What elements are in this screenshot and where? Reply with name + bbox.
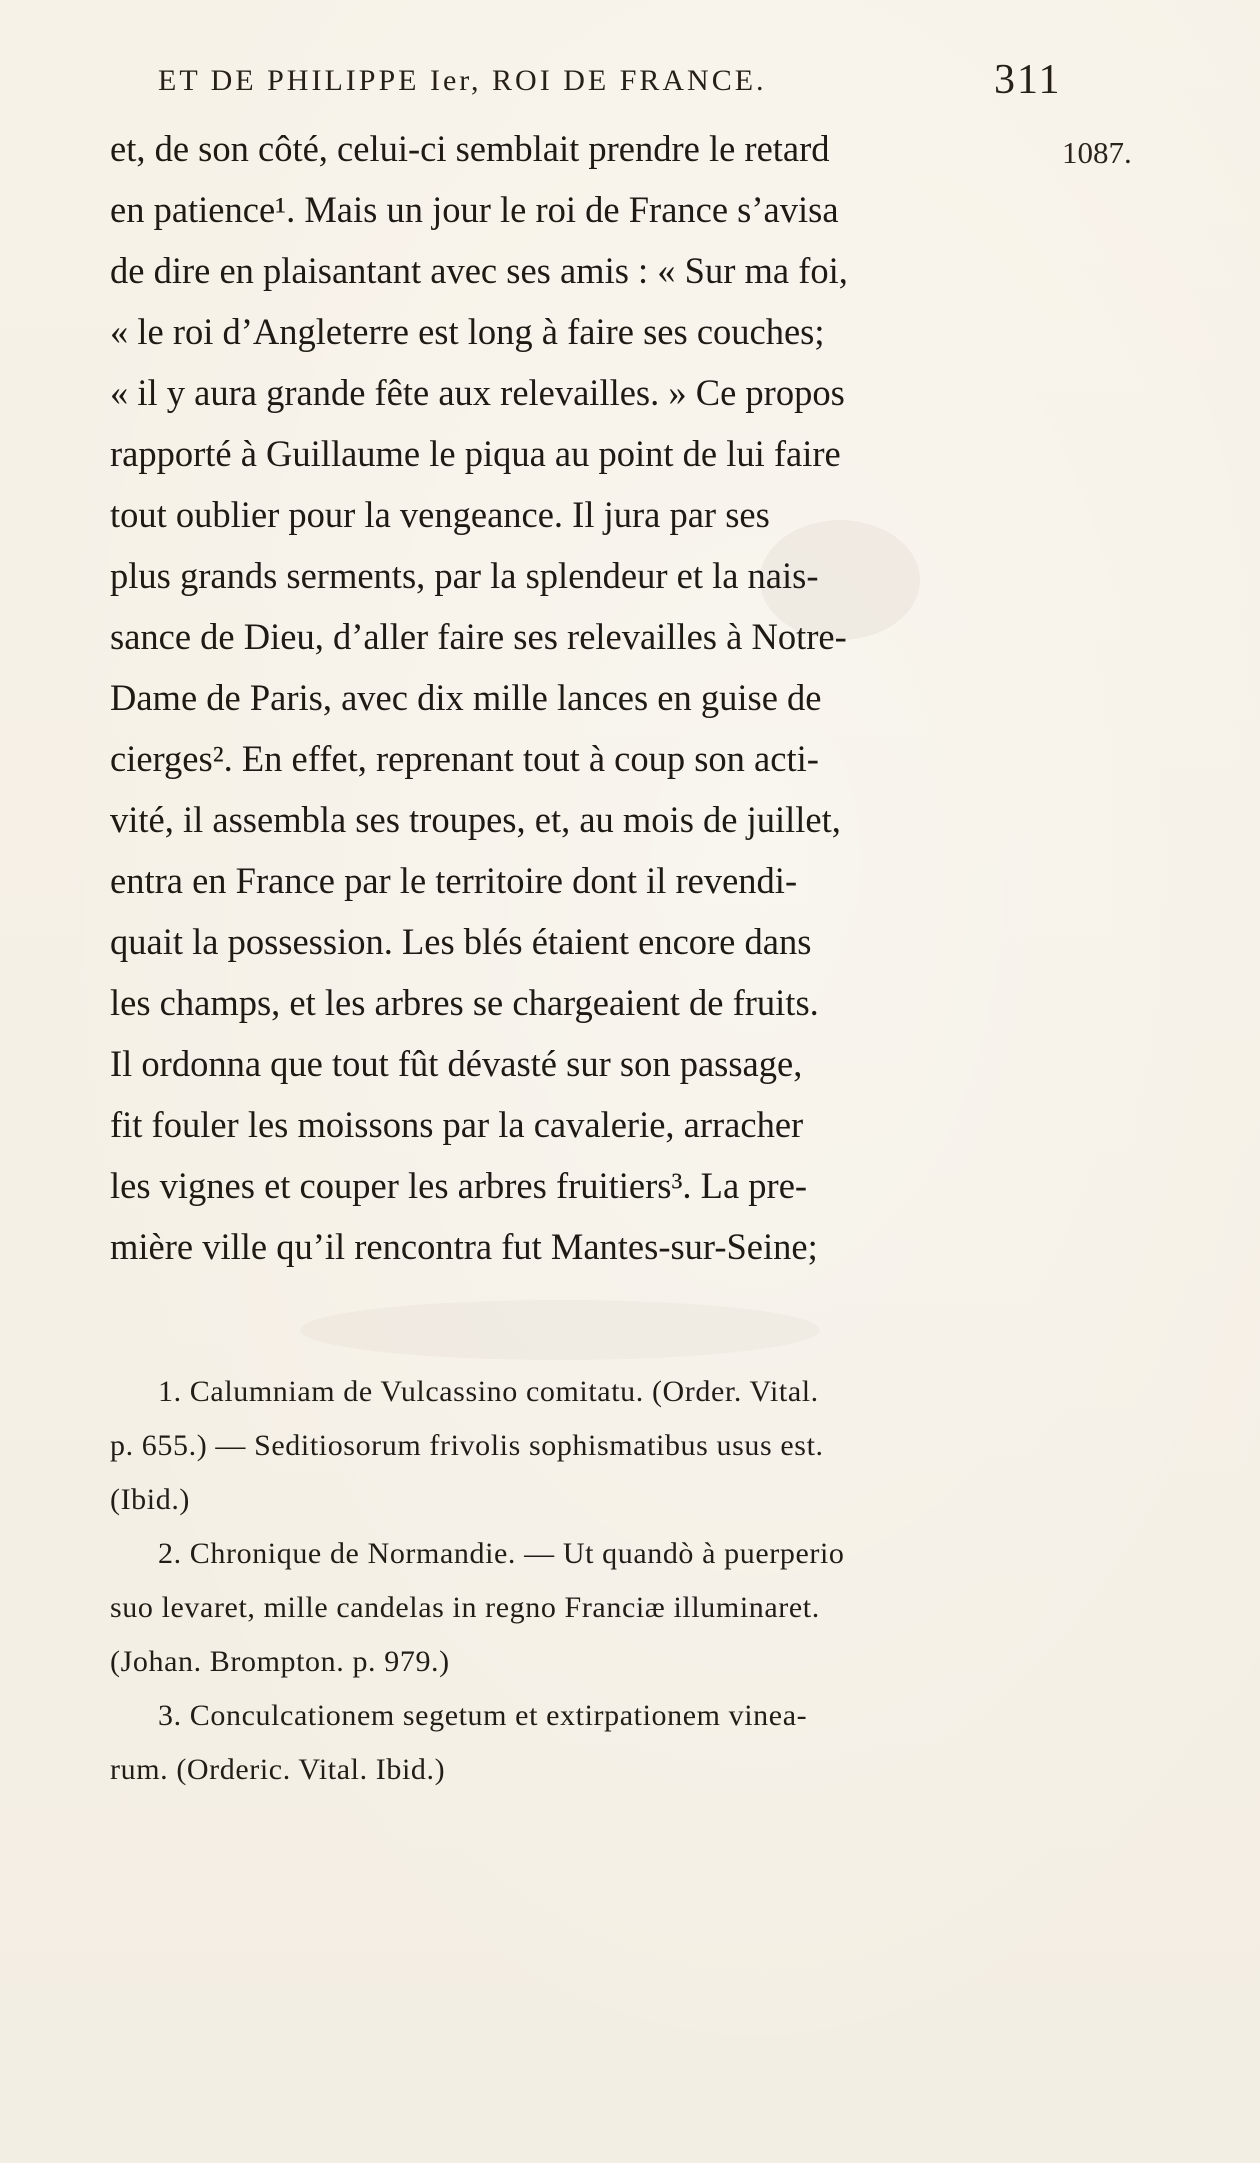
footnote-line: (Ibid.)	[110, 1483, 191, 1516]
text-line: fit fouler les moissons par la cavalerie, arracher	[110, 1104, 804, 1145]
text-line: tout oublier pour la vengeance. Il jura par ses	[110, 494, 770, 535]
text-line: cierges². En effet, reprenant tout à coup son acti-	[110, 738, 819, 779]
page-number: 311	[994, 57, 1062, 103]
footnote-line: suo levaret, mille candelas in regno Franciæ illuminaret.	[110, 1591, 820, 1624]
footnote-line: 3. Conculcationem segetum et extirpationem vinea-	[158, 1699, 808, 1732]
text-line: entra en France par le territoire dont il revendi-	[110, 860, 798, 901]
text-line: les champs, et les arbres se chargeaient de fruits.	[110, 982, 819, 1023]
text-line: mière ville qu’il rencontra fut Mantes-sur-Seine;	[110, 1226, 818, 1267]
text-line: sance de Dieu, d’aller faire ses relevailles à Notre-	[110, 616, 847, 657]
footnotes	[110, 1365, 1100, 1797]
footnote-line: (Johan. Brompton. p. 979.)	[110, 1645, 450, 1678]
text-line: plus grands serments, par la splendeur et la nais-	[110, 555, 819, 596]
text-line: en patience¹. Mais un jour le roi de France s’avisa	[110, 189, 839, 230]
text-line: les vignes et couper les arbres fruitiers³. La pre-	[110, 1165, 808, 1206]
text-line: « le roi d’Angleterre est long à faire ses couches;	[110, 311, 825, 352]
text-line: vité, il assembla ses troupes, et, au mois de juillet,	[110, 799, 841, 840]
text-line: et, de son côté, celui-ci semblait prendre le retard	[110, 128, 830, 169]
margin-year: 1087.	[1062, 135, 1132, 170]
footnote-line: rum. (Orderic. Vital. Ibid.)	[110, 1753, 446, 1786]
footnote-line: 1. Calumniam de Vulcassino comitatu. (Order. Vital.	[158, 1375, 819, 1408]
paper-stain	[300, 1300, 820, 1360]
text-line: Dame de Paris, avec dix mille lances en guise de	[110, 677, 822, 718]
text-line: « il y aura grande fête aux relevailles. » Ce propos	[110, 372, 845, 413]
running-head-title: ET DE PHILIPPE Ier, ROI DE FRANCE.	[158, 64, 767, 97]
running-head	[158, 57, 1062, 103]
footnote-line: 2. Chronique de Normandie. — Ut quandò à puerperio	[158, 1537, 845, 1570]
text-line: Il ordonna que tout fût dévasté sur son passage,	[110, 1043, 803, 1084]
text-line: rapporté à Guillaume le piqua au point de lui faire	[110, 433, 841, 474]
text-line: de dire en plaisantant avec ses amis : « Sur ma foi,	[110, 250, 848, 291]
text-line: quait la possession. Les blés étaient encore dans	[110, 921, 812, 962]
footnote-line: p. 655.) — Seditiosorum frivolis sophismatibus usus est.	[110, 1429, 824, 1462]
main-text	[110, 118, 1070, 1277]
